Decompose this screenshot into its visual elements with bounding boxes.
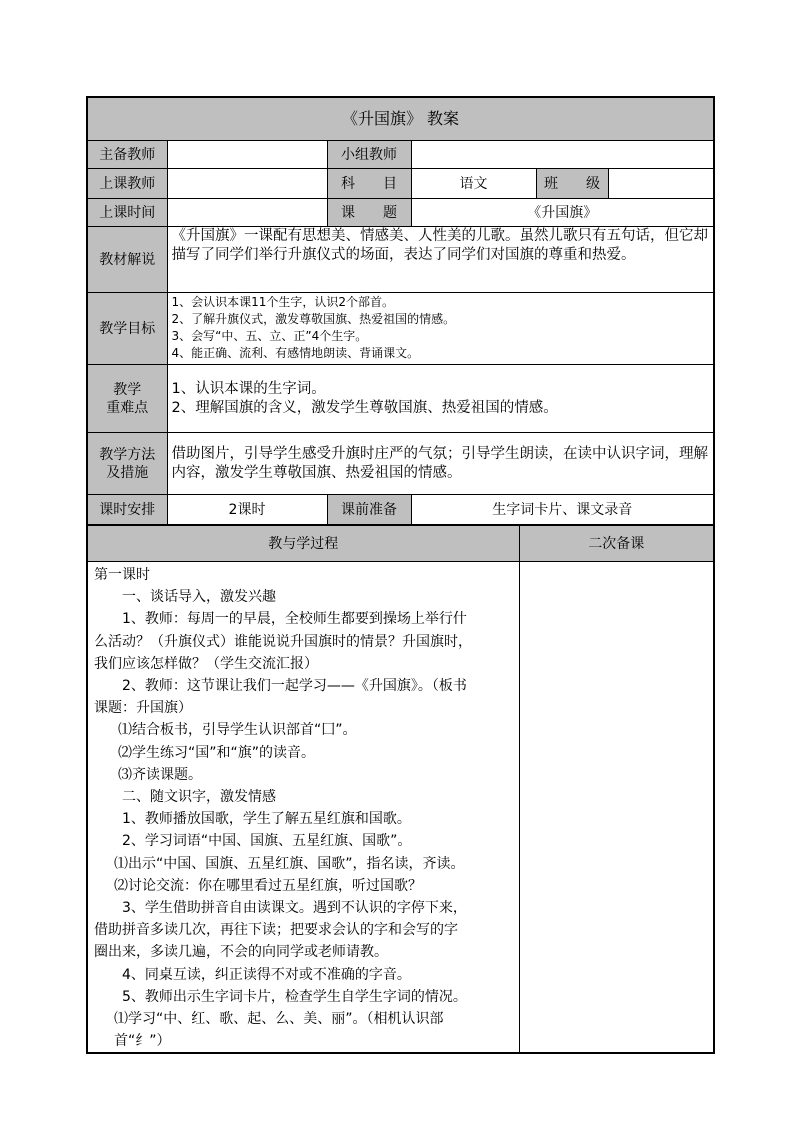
class-teacher-value <box>167 169 327 199</box>
goal-item: 2、了解升旗仪式，激发尊敬国旗、热爱祖国的情感。 <box>171 312 456 326</box>
process-line: 借助拼音多读几次，再往下读；把要求会认的字和会写的字 <box>94 922 458 939</box>
key-point-item: 2、理解国旗的含义，激发学生尊敬国旗、热爱祖国的情感。 <box>171 399 558 416</box>
lesson-plan-sheet <box>86 96 713 1054</box>
process-line: ⑴结合板书，引导学生认识部首“囗”。 <box>118 722 357 739</box>
key-points-label-line1: 教学 <box>113 381 142 398</box>
process-line: ⑵学生练习“国”和“旗”的读音。 <box>118 744 316 761</box>
process-line: ⑴出示“中国、国旗、五星红旗、国歌”，指名读，齐读。 <box>114 855 465 872</box>
key-points-list <box>167 365 714 433</box>
lesson-info-table <box>86 96 715 525</box>
process-line: 么活动？（升旗仪式）谁能说说升国旗时的情景？升国旗时， <box>94 633 472 650</box>
goal-item: 4、能正确、流利、有感情地朗读、背诵课文。 <box>171 346 420 360</box>
methods-text: 借助图片，引导学生感受升旗时庄严的气氛；引导学生朗读，在读中认识字词，理解内容，激发学生尊敬国旗、热爱祖国的情感。 <box>167 433 714 495</box>
methods-label-line2: 及措施 <box>106 464 149 481</box>
methods-label-line1: 教学方法 <box>99 446 156 463</box>
class-teacher-label: 上课教师 <box>87 169 167 199</box>
goals-list <box>167 293 714 365</box>
process-line: 首“纟”） <box>114 1033 171 1050</box>
second-prep-content <box>519 562 714 1054</box>
main-teacher-label: 主备教师 <box>87 141 167 169</box>
prep-label: 课前准备 <box>327 495 411 525</box>
main-teacher-value <box>167 141 327 169</box>
goals-label: 教学目标 <box>87 293 167 365</box>
process-line: 3、学生借助拼音自由读课文。遇到不认识的字停下来， <box>122 900 467 917</box>
schedule-value: 2课时 <box>167 495 327 525</box>
process-header: 教与学过程 <box>87 526 519 562</box>
key-points-label-line2: 重难点 <box>106 399 149 416</box>
process-line: 2、教师：这节课让我们一起学习——《升国旗》。（板书 <box>122 678 467 695</box>
class-label: 班 级 <box>536 169 608 199</box>
key-points-label <box>87 365 167 433</box>
schedule-label: 课时安排 <box>87 495 167 525</box>
second-prep-header: 二次备课 <box>519 526 714 562</box>
process-line: 一、谈话导入，激发兴趣 <box>122 589 276 606</box>
doc-title: 《升国旗》 教案 <box>87 97 714 141</box>
process-line: 1、教师：每周一的早晨，全校师生都要到操场上举行什 <box>122 611 467 628</box>
group-teacher-label: 小组教师 <box>327 141 411 169</box>
goal-item: 3、会写“中、五、立、正”4个生字。 <box>171 329 368 343</box>
process-line: ⑴学习“中、红、歌、起、么、美、丽”。（相机认识部 <box>114 1011 444 1028</box>
subject-label: 科 目 <box>327 169 411 199</box>
process-line: 2、学习词语“中国、国旗、五星红旗、国歌”。 <box>122 833 412 850</box>
topic-label: 课 题 <box>327 199 411 227</box>
group-teacher-value <box>411 141 714 169</box>
process-line: 圈出来，多读几遍，不会的向同学或老师请教。 <box>94 944 388 961</box>
material-text: 《升国旗》一课配有思想美、情感美、人性美的儿歌。虽然儿歌只有五句话，但它却描写了同学们举行升旗仪式的场面，表达了同学们对国旗的尊重和热爱。 <box>167 227 714 293</box>
process-line: 我们应该怎样做？（学生交流汇报） <box>94 655 318 672</box>
process-content <box>87 562 519 1054</box>
process-line: 二、随文识字，激发情感 <box>122 789 276 806</box>
prep-value: 生字词卡片、课文录音 <box>411 495 714 525</box>
process-line: 1、教师播放国歌，学生了解五星红旗和国歌。 <box>122 811 411 828</box>
methods-label <box>87 433 167 495</box>
process-line: 4、同桌互读，纠正读得不对或不准确的字音。 <box>122 966 411 983</box>
class-value <box>608 169 714 199</box>
topic-value: 《升国旗》 <box>411 199 714 227</box>
goal-item: 1、会认识本课11个生字，认识2个部首。 <box>171 295 395 309</box>
class-time-label: 上课时间 <box>87 199 167 227</box>
key-point-item: 1、认识本课的生字词。 <box>171 380 326 397</box>
process-line: ⑵讨论交流：你在哪里看过五星红旗，听过国歌？ <box>114 877 422 894</box>
process-line: 5、教师出示生字词卡片，检查学生自学生字词的情况。 <box>122 988 467 1005</box>
process-table <box>86 525 715 1054</box>
class-time-value <box>167 199 327 227</box>
process-line: 课题：升国旗） <box>94 700 192 717</box>
subject-value: 语文 <box>411 169 536 199</box>
material-label: 教材解说 <box>87 227 167 293</box>
process-line: 第一课时 <box>94 567 150 583</box>
process-line: ⑶齐读课题。 <box>118 766 202 783</box>
